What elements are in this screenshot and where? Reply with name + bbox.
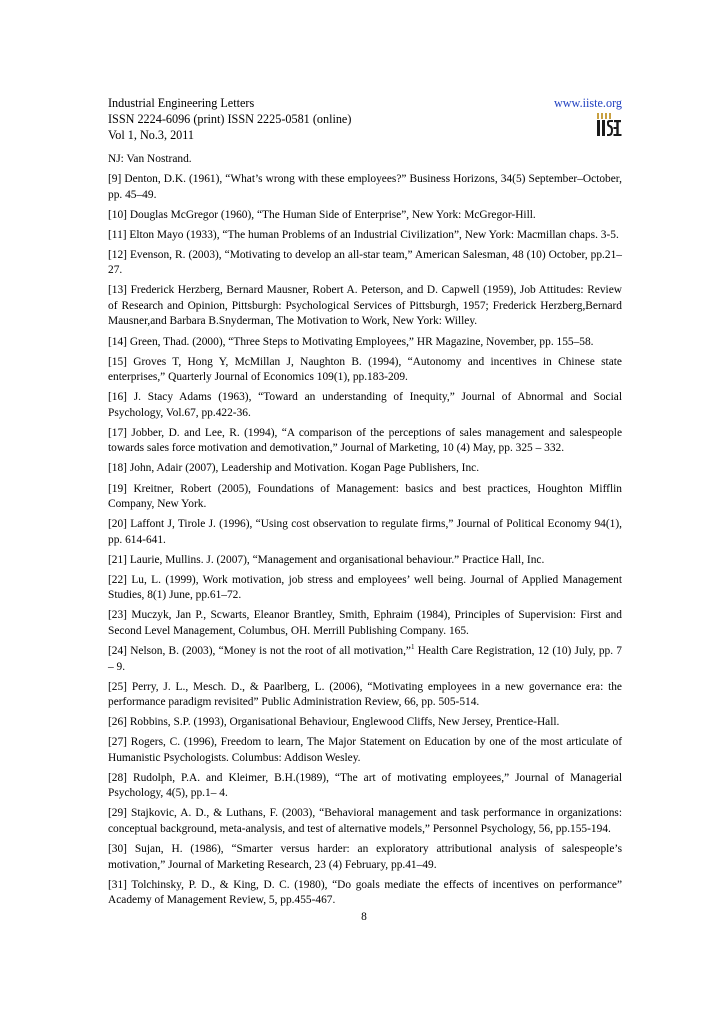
reference-item: [14] Green, Thad. (2000), “Three Steps to Motivating Employees,” HR Magazine, November, pp. 155–58. [108,335,594,348]
reference-item: [22] Lu, L. (1999), Work motivation, job stress and employees’ well being. Journal of Applied Management Studies, 8(1) June, pp.61–72. [108,573,622,602]
reference-item: [13] Frederick Herzberg, Bernard Mausner, Robert A. Peterson, and D. Capwell (1959), Job Attitudes: Review of Research and Opinion, Pittsburgh: Psychological Services of Pittsburgh, 1957; Frederick Herzberg,Bernard Mausner,and Barbara B.Snyderman, The Motivation to Work, New York: Willey. [108,284,622,328]
reference-item: [20] Laffont J, Tirole J. (1996), “Using cost observation to regulate firms,” Journal of Political Economy 94(1), pp. 614-641. [108,518,622,546]
reference-item: [15] Groves T, Hong Y, McMillan J, Naughton B. (1994), “Autonomy and incentives in Chinese state enterprises,” Quarterly Journal of Economics 109(1), pp.183-209. [108,355,622,384]
reference-text: [24] Nelson, B. (2003), “Money is not the root of all motivation,” [108,645,411,657]
reference-item: [21] Laurie, Mullins. J. (2007), “Management and organisational behaviour.” Practice Hall, Inc. [108,553,545,566]
reference-text: Health Care Registration, 12 (10) July, pp. 7 – 9. [108,645,622,673]
reference-item: [16] J. Stacy Adams (1963), “Toward an understanding of Inequity,” Journal of Abnormal and Social Psychology, Vol.67, pp.422-36. [108,391,622,419]
reference-item: [11] Elton Mayo (1933), “The human Problems of an Industrial Civilization”, New York: Macmillan chaps. 3-5. [108,228,619,241]
reference-item [108,644,622,675]
reference-item: [27] Rogers, C. (1996), Freedom to learn, The Major Statement on Education by one of the most articulate of Humanistic Psychologists. Columbus: Addison Wesley. [108,736,622,764]
iiste-logo-icon [596,113,622,137]
reference-item: [26] Robbins, S.P. (1993), Organisational Behaviour, Englewood Cliffs, New Jersey, Prentice-Hall. [108,716,560,729]
footnote-marker: 1 [410,643,415,652]
reference-item: NJ: Van Nostrand. [108,153,192,165]
page-number: 8 [361,911,367,923]
reference-item: [28] Rudolph, P.A. and Kleimer, B.H.(1989), “The art of motivating employees,” Journal of Managerial Psychology, 4(5), pp.1– 4. [108,771,622,800]
reference-item: [12] Evenson, R. (2003), “Motivating to develop an all-star team,” American Salesman, 48 (10) October, pp.21–27. [108,248,622,277]
reference-item: [29] Stajkovic, A. D., & Luthans, F. (2003), “Behavioral management and task performance in organizations: conceptual background, meta-analysis, and test of alternative models,” Personnel Psychology, 56, pp.155-194. [108,807,622,835]
reference-item: [9] Denton, D.K. (1961), “What’s wrong with these employees?” Business Horizons, 34(5) September–October, pp. 45–49. [108,173,622,201]
reference-item: [23] Muczyk, Jan P., Scwarts, Eleanor Brantley, Smith, Ephraim (1984), Principles of Supervision: First and Second Level Management, Columbus, OH. Merrill Publishing Company. 165. [108,609,622,637]
journal-volume: Vol 1, No.3, 2011 [108,128,194,142]
reference-item: [31] Tolchinsky, P. D., & King, D. C. (1980), “Do goals mediate the effects of incentives on performance” Academy of Management Review, 5, pp.455-467. [108,878,622,907]
reference-item: [10] Douglas McGregor (1960), “The Human Side of Enterprise”, New York: McGregor-Hill. [108,208,536,221]
journal-url-link[interactable]: www.iiste.org [553,96,622,110]
page-header [108,95,622,143]
reference-item: [30] Sujan, H. (1986), “Smarter versus harder: an exploratory attributional analysis of salespeople’s motivation,” Journal of Marketing Research, 23 (4) February, pp.41–49. [108,843,622,871]
journal-name: Industrial Engineering Letters [108,96,255,110]
reference-item: [17] Jobber, D. and Lee, R. (1994), “A comparison of the perceptions of sales management and salespeople towards sales force motivation and demotivation,” Journal of Marketing, 10 (4) May, pp. 325 – 332. [108,426,622,455]
reference-item: [25] Perry, J. L., Mesch. D., & Paarlberg, L. (2006), “Motivating employees in a new governance era: the performance paradigm revisited” Public Administration Review, 66, pp. 505-514. [108,680,622,709]
journal-issn: ISSN 2224-6096 (print) ISSN 2225-0581 (online) [108,112,352,126]
reference-item: [19] Kreitner, Robert (2005), Foundations of Management: basics and best practices, Houghton Mifflin Company, New York. [108,482,622,511]
reference-list [108,152,622,913]
reference-item: [18] John, Adair (2007), Leadership and Motivation. Kogan Page Publishers, Inc. [108,462,480,475]
